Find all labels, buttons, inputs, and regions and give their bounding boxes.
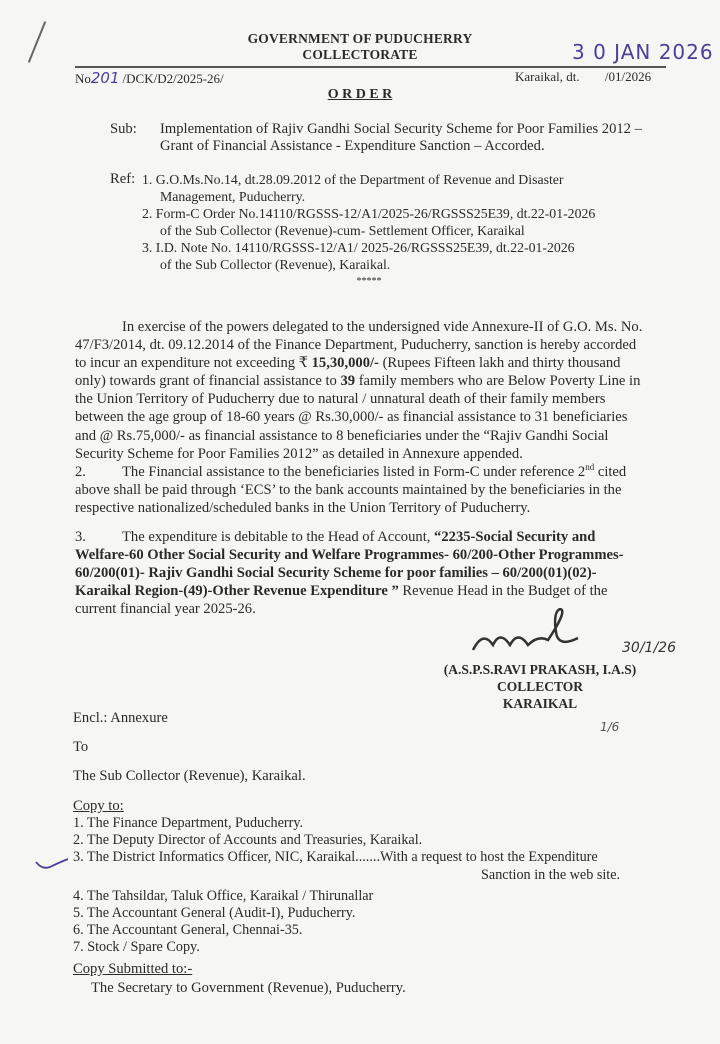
order-number bbox=[75, 69, 224, 87]
office-heading: COLLECTORATE bbox=[302, 47, 418, 62]
number-suffix: /DCK/D2/2025-26/ bbox=[122, 71, 224, 86]
copy-submitted-label: Copy Submitted to:- bbox=[73, 961, 193, 977]
list-item-continuation: Sanction in the web site. bbox=[481, 866, 621, 883]
list-item: 1. The Finance Department, Puducherry. bbox=[73, 815, 304, 831]
order-title: O R D E R bbox=[327, 87, 393, 102]
subject-line-2: Grant of Financial Assistance - Expenditure Sanction – Accorded. bbox=[160, 138, 545, 154]
addressee: The Sub Collector (Revenue), Karaikal. bbox=[73, 768, 306, 784]
number-prefix: No bbox=[75, 71, 91, 86]
place-date-label: Karaikal, dt. bbox=[515, 69, 580, 84]
reference-item: 1. G.O.Ms.No.14, dt.28.09.2012 of the Department of Revenue and Disaster Management, Puducherry. 2. Form-C Order No.14110/RGSSS-12/A1/2025-26/RGSSS25E39, dt.22-01-2026 of the Sub Collector (Revenue)-cum- Settlement Officer, Karaikal 3. I.D. Note No. 14110/RGSSS-12/A1/ 2025-26/RGSSS25E39, dt.22-01-2026 of the Sub Collector (Revenue), Karaikal. bbox=[142, 172, 596, 272]
reference-separator: ***** bbox=[356, 276, 382, 287]
place-date-value: /01/2026 bbox=[604, 69, 652, 84]
copy-to-list bbox=[73, 815, 620, 957]
list-item: 2. The Deputy Director of Accounts and Treasuries, Karaikal. bbox=[73, 832, 423, 849]
list-item: 3. The District Informatics Officer, NIC, Karaikal.......With a request to host the Expenditure bbox=[73, 849, 598, 866]
date-stamp: 3 0 JAN 2026 bbox=[572, 40, 714, 64]
signature-scribble bbox=[468, 608, 618, 658]
copy-to-label: Copy to: bbox=[73, 798, 124, 814]
checkmark-icon bbox=[34, 858, 70, 872]
signatory-designation: COLLECTOR bbox=[496, 679, 584, 694]
signatory-place: KARAIKAL bbox=[502, 696, 578, 711]
to-label: To bbox=[73, 739, 89, 755]
beneficiary-count: 39 bbox=[340, 373, 356, 390]
margin-note: 1/6 bbox=[600, 720, 620, 734]
place-date bbox=[515, 69, 651, 85]
signature-date: 30/1/26 bbox=[622, 640, 676, 656]
subject-label: Sub: bbox=[110, 121, 137, 137]
handwritten-number: 201 bbox=[90, 69, 120, 87]
signatory-name: (A.S.P.S.RAVI PRAKASH, I.A.S) bbox=[443, 662, 637, 677]
header-rule bbox=[75, 66, 666, 68]
list-item: 4. The Tahsildar, Taluk Office, Karaikal / Thirunallar bbox=[73, 887, 374, 904]
copy-submitted-recipient: The Secretary to Government (Revenue), Puducherry. bbox=[91, 980, 406, 996]
government-heading: GOVERNMENT OF PUDUCHERRY bbox=[247, 31, 473, 46]
paragraph-2: 2. The Financial assistance to the beneficiaries listed in Form-C under reference 2nd cited above shall be paid through ‘ECS’ to the bank accounts maintained by the beneficiaries in the respective nationalized/scheduled banks in the Union Territory of Puducherry. bbox=[75, 462, 627, 517]
ref-label: Ref: bbox=[110, 171, 136, 187]
enclosure: Encl.: Annexure bbox=[73, 710, 168, 726]
list-item: 7. Stock / Spare Copy. bbox=[73, 939, 200, 956]
paragraph-1: In exercise of the powers delegated to the undersigned vide Annexure-II of G.O. Ms. No. 47/F3/2014, dt. 09.12.2014 of the Finance Department, Puducherry, sanction is hereby accorded to incur an expenditure not exceeding ₹ 15,30,000/- (Rupees Fifteen lakh and thirty thousand only) towards grant of financial assistance to 39 family members who are Below Poverty Line in the Union Territory of Puducherry due to natural / unnatural death of their family members between the age group of 18-60 years @ Rs.30,000/- as financial assistance to 31 beneficiaries and @ Rs.75,000/- as financial assistance to 8 beneficiaries under the “Rajiv Gandhi Social Security Scheme for Poor Families 2012” as detailed in Annexure appended. bbox=[75, 319, 643, 462]
list-item: 5. The Accountant General (Audit-I), Puducherry. bbox=[73, 905, 356, 922]
subject-line-1: Implementation of Rajiv Gandhi Social Security Scheme for Poor Families 2012 – bbox=[160, 121, 642, 137]
paragraph-3: 3. The expenditure is debitable to the Head of Account, “2235-Social Security and Welfare-60 Other Social Security and Welfare Programmes- 60/200-Other Programmes- 60/200(01)- Rajiv Gandhi Social Security Scheme for poor families – 60/200(01)(02)- Karaikal Region-(49)-Other Revenue Expenditure ” Revenue Head in the Budget of the current financial year 2025-26. bbox=[75, 529, 624, 618]
list-item: 6. The Accountant General, Chennai-35. bbox=[73, 922, 303, 939]
sanction-amount: 15,30,000/- bbox=[311, 355, 379, 372]
